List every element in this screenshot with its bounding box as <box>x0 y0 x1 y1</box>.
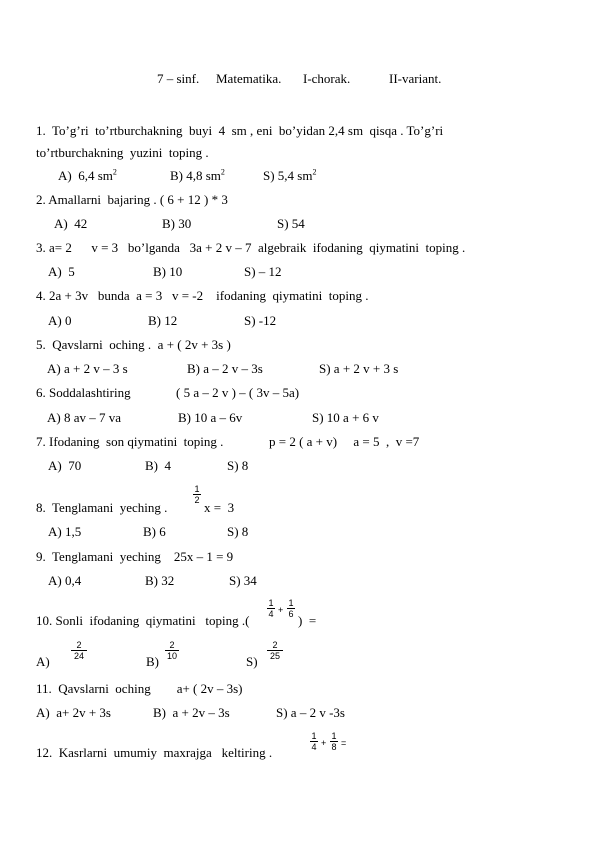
q12-equals: = <box>341 738 347 748</box>
q7-expression: p = 2 ( a + v) a = 5 , v =7 <box>269 434 420 449</box>
q6-option-a: A) 8 av – 7 va <box>47 410 122 425</box>
q10-a-denominator: 24 <box>73 651 84 661</box>
q8-fraction <box>192 484 202 505</box>
q1-line2: to’rtburchakning yuzini toping . <box>36 145 209 160</box>
q6-text: 6. Soddalashtiring <box>36 385 131 400</box>
q12-text: 12. Kasrlarni umumiy maxrajga keltiring . <box>36 745 273 760</box>
header-grade: 7 – sinf. <box>157 71 200 86</box>
q2-option-a: A) 42 <box>54 216 88 231</box>
header-variant: II-variant. <box>389 71 442 86</box>
header-subject: Matematika. <box>216 71 282 86</box>
q12-fraction-2 <box>329 731 339 752</box>
q9-option-b: B) 32 <box>145 573 175 588</box>
q8-option-c: S) 8 <box>227 524 249 539</box>
q12-plus: + <box>321 738 327 748</box>
q1-option-c: S) 5,4 $sm^2$ <box>263 167 317 183</box>
q10-f2-denominator: 6 <box>288 609 294 619</box>
q11-option-a: A) a+ 2v + 3s <box>36 705 111 720</box>
q10-b-numerator: 2 <box>169 640 175 650</box>
q10-c-denominator: 25 <box>269 651 280 661</box>
q1-option-a: A) 6,4 $sm^2$ <box>58 167 117 183</box>
q12-f1-numerator: 1 <box>311 731 317 741</box>
q10-text: 10. Sonli ifodaning qiymatini toping .( <box>36 613 250 628</box>
q6-option-b: B) 10 a – 6v <box>178 410 243 425</box>
q10-close: ) = <box>298 613 317 628</box>
q12-fraction-1 <box>309 731 319 752</box>
q7-option-c: S) 8 <box>227 458 249 473</box>
q6-option-c: S) 10 a + 6 v <box>312 410 379 425</box>
header-quarter: I-chorak. <box>303 71 351 86</box>
q2-option-c: S) 54 <box>277 216 305 231</box>
q10-option-b-label: B) <box>146 654 159 669</box>
q3-option-b: B) 10 <box>153 264 183 279</box>
q10-option-c-label: S) <box>246 654 258 669</box>
q4-option-b: B) 12 <box>148 313 178 328</box>
q11-option-b: B) a + 2v – 3s <box>153 705 230 720</box>
q8-option-a: A) 1,5 <box>48 524 82 539</box>
q11-text: 11. Qavslarni oching a+ ( 2v – 3s) <box>36 681 243 696</box>
q12-f1-denominator: 4 <box>311 742 317 752</box>
q2-text: 2. Amallarni bajaring . ( 6 + 12 ) * 3 <box>36 192 228 207</box>
q7-text: 7. Ifodaning son qiymatini toping . <box>36 434 224 449</box>
q9-option-a: A) 0,4 <box>48 573 82 588</box>
q9-text: 9. Tenglamani yeching 25x – 1 = 9 <box>36 549 234 564</box>
q8-equation-rest: x = 3 <box>204 500 235 515</box>
q1-line1: 1. To’g’ri to’rtburchakning buyi 4 sm , eni bo’yidan 2,4 sm qisqa . To’g’ri <box>36 123 444 138</box>
q5-option-a: A) a + 2 v – 3 s <box>47 361 128 376</box>
q7-option-b: B) 4 <box>145 458 171 473</box>
q8-frac-denominator: 2 <box>194 495 200 505</box>
q4-option-a: A) 0 <box>48 313 72 328</box>
q10-b-denominator: 10 <box>166 651 177 661</box>
q5-option-b: B) a – 2 v – 3s <box>187 361 263 376</box>
q10-f1-numerator: 1 <box>268 598 274 608</box>
q10-f1-denominator: 4 <box>268 609 274 619</box>
q12-f2-denominator: 8 <box>331 742 337 752</box>
q10-option-a-label: A) <box>36 654 50 669</box>
q5-option-c: S) a + 2 v + 3 s <box>319 361 399 376</box>
q8-text: 8. Tenglamani yeching . <box>36 500 168 515</box>
q10-option-c-fraction <box>266 640 284 661</box>
q10-a-numerator: 2 <box>76 640 82 650</box>
q10-fraction-1 <box>266 598 276 619</box>
q10-fraction-2 <box>286 598 296 619</box>
q4-text: 4. 2a + 3v bunda a = 3 v = -2 ifodaning qiymatini toping . <box>36 288 369 303</box>
q10-option-a-fraction <box>70 640 88 661</box>
q3-option-a: A) 5 <box>48 264 75 279</box>
q5-text: 5. Qavslarni oching . a + ( 2v + 3s ) <box>36 337 231 352</box>
q10-option-b-fraction <box>164 640 180 661</box>
q3-text: 3. a= 2 v = 3 bo’lganda 3a + 2 v – 7 algebraik ifodaning qiymatini toping . <box>36 240 466 255</box>
q1-option-b: B) 4,8 $sm^2$ <box>170 167 225 183</box>
q11-option-c: S) a – 2 v -3s <box>276 705 345 720</box>
q2-option-b: B) 30 <box>162 216 192 231</box>
q9-option-c: S) 34 <box>229 573 257 588</box>
q4-option-c: S) -12 <box>244 313 277 328</box>
q8-option-b: B) 6 <box>143 524 166 539</box>
q10-plus: + <box>278 605 284 615</box>
q6-expression: ( 5 a – 2 v ) – ( 3v – 5a) <box>176 385 300 400</box>
q10-c-numerator: 2 <box>272 640 278 650</box>
q12-f2-numerator: 1 <box>331 731 337 741</box>
q10-f2-numerator: 1 <box>288 598 294 608</box>
q8-frac-numerator: 1 <box>194 484 200 494</box>
q3-option-c: S) – 12 <box>244 264 282 279</box>
q7-option-a: A) 70 <box>48 458 82 473</box>
